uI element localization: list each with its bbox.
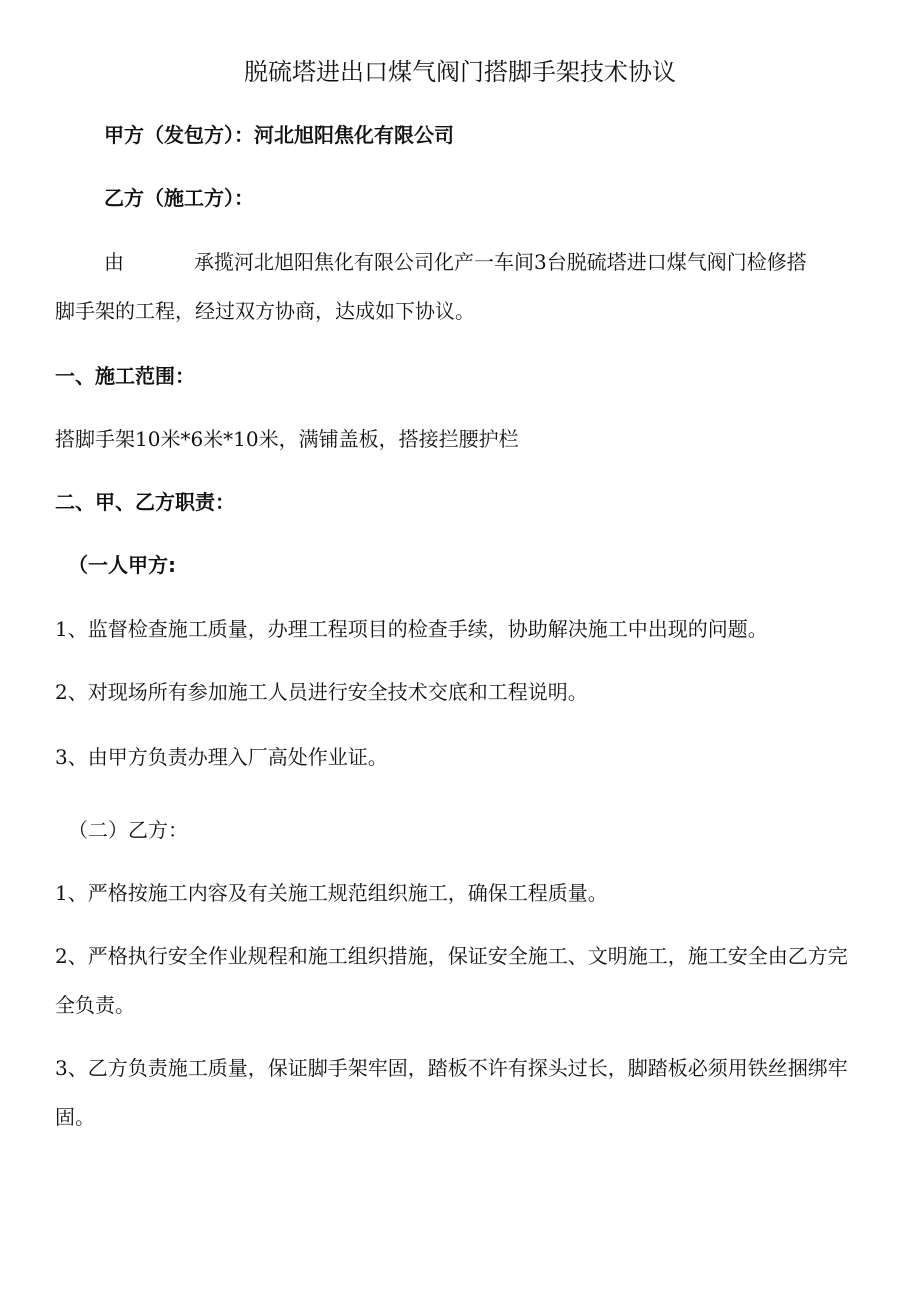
party-b-item-1: 1、严格按施工内容及有关施工规范组织施工，确保工程质量。: [55, 881, 608, 905]
party-a-item-1: 1、监督检查施工质量，办理工程项目的检查手续，协助解决施工中出现的问题。: [55, 617, 768, 641]
party-a-item-3: 3、由甲方负责办理入厂高处作业证。: [55, 745, 388, 769]
party-b-item-2-line-1: 2、严格执行安全作业规程和施工组织措施，保证安全施工、文明施工，施工安全由乙方完: [55, 944, 848, 968]
intro-text: 承揽河北旭阳焦化有限公司化产一车间3台脱硫塔进口煤气阀门检修搭: [194, 250, 807, 274]
intro-line-2: 脚手架的工程，经过双方协商，达成如下协议。: [55, 299, 475, 323]
party-b-line: 乙方（施工方）：: [104, 186, 254, 210]
intro-prefix: 由: [104, 250, 124, 274]
intro-line-1: [104, 248, 920, 276]
party-a-line: 甲方（发包方）：河北旭阳焦化有限公司: [104, 123, 454, 147]
section1-text: 搭脚手架10米*6米*10米，满铺盖板，搭接拦腰护栏: [55, 427, 519, 451]
section2-heading: 二、甲、乙方职责：: [55, 490, 235, 514]
section1-heading: 一、施工范围：: [55, 364, 195, 388]
party-b-item-3-line-2: 固。: [55, 1105, 95, 1129]
document-title: 脱硫塔进出口煤气阀门搭脚手架技术协议: [244, 58, 676, 86]
party-b-duties-heading: （二）乙方：: [68, 818, 188, 842]
party-b-item-3-line-1: 3、乙方负责施工质量，保证脚手架牢固，踏板不许有探头过长，脚踏板必须用铁丝捆绑牢: [55, 1056, 848, 1080]
party-a-duties-heading: （一人甲方:: [68, 553, 176, 577]
party-b-item-2-line-2: 全负责。: [55, 993, 135, 1017]
party-a-item-2: 2、对现场所有参加施工人员进行安全技术交底和工程说明。: [55, 680, 588, 704]
